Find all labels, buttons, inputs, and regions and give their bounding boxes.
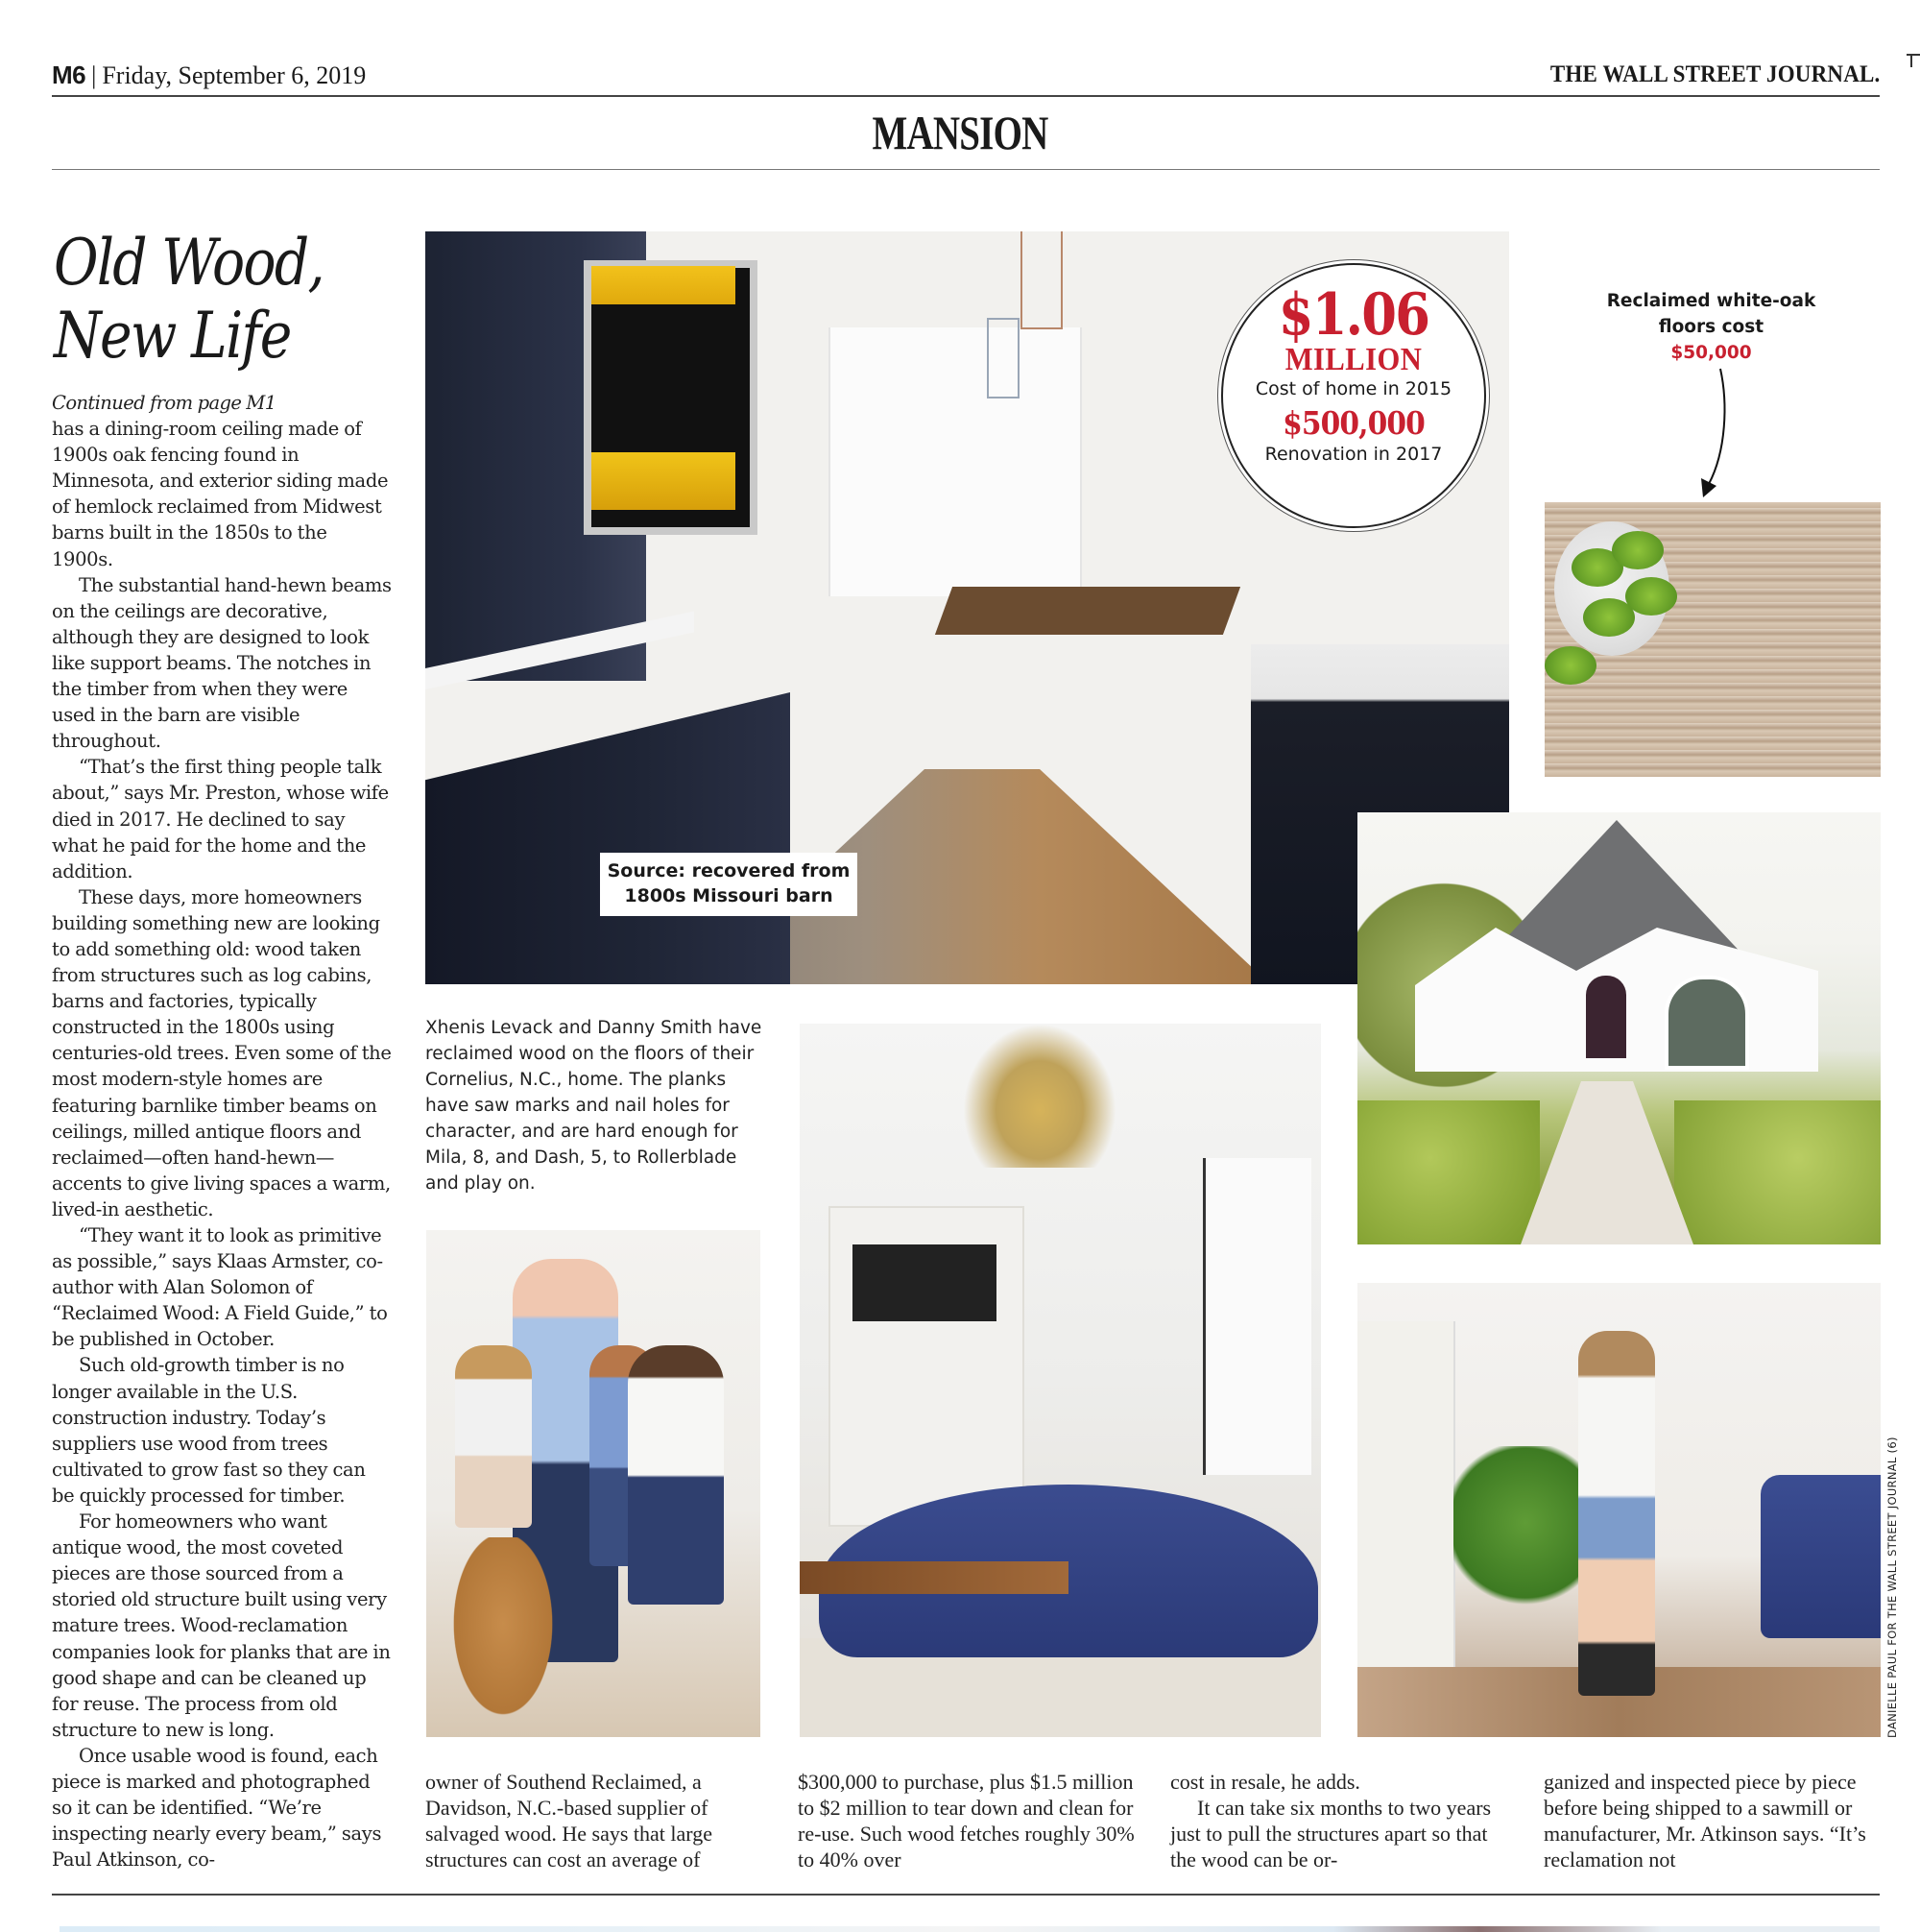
page-bottom-rule <box>52 1894 1880 1896</box>
next-section-strip <box>60 1926 1880 1932</box>
renovation-cost: $500,000 <box>1283 404 1425 442</box>
paragraph: These days, more homeowners building something new are looking to add something old: wood taken from structures such as log cabins, barns and factories, typically constructed in the 1800s using centuries-old trees. Even some of the most modern-style homes are featuring barnlike timber beams on ceilings, milled antique floors and reclaimed—often hand-hewn—accents to give living spaces a warm, lived-in aesthetic. <box>52 885 392 1220</box>
arched-window-shape <box>1665 976 1749 1070</box>
article-column-4 <box>1170 1769 1508 1872</box>
paragraph: owner of Southend Reclaimed, a Davidson, N.C.-based supplier of salvaged wood. He says that large structures can cost an average of <box>425 1770 712 1872</box>
hedge-shape <box>1674 1100 1881 1244</box>
article-column-1 <box>52 390 393 1872</box>
price-circle <box>1221 263 1486 528</box>
front-door-shape <box>1586 976 1626 1058</box>
section-title: MANSION <box>872 106 1048 159</box>
person-shape <box>628 1345 724 1605</box>
range-trim-shape <box>591 452 735 510</box>
paragraph: “They want it to look as primitive as possible,” says Klaas Armster, co-author with Alan Solomon of “Reclaimed Wood: A Field Guide,” to be published in October. <box>52 1224 388 1351</box>
window-shape <box>1203 1158 1311 1475</box>
floor-cost-callout <box>1574 288 1848 366</box>
paragraph: The substantial hand-hewn beams on the ceilings are decorative, although they are designed to look like support beams. The notches in the timber from when they were used in the barn are visible throughout. <box>52 573 392 753</box>
photo-rollerblading <box>1357 1283 1881 1737</box>
photo-family-portrait <box>426 1230 760 1737</box>
armchair-shape <box>1761 1475 1881 1638</box>
photo-house-exterior <box>1357 812 1881 1244</box>
masthead-rule <box>52 95 1880 97</box>
folio-line <box>52 60 366 91</box>
home-cost-unit: MILLION <box>1284 342 1423 377</box>
dog-shape <box>445 1537 561 1729</box>
arrow-down-icon <box>1690 365 1747 499</box>
pendant-lantern-shape <box>987 318 1020 398</box>
paragraph: ganized and inspected piece by piece before being shipped to a sawmill or manufacturer, Mr. Atkinson says. “It’s reclamation not <box>1544 1770 1866 1872</box>
dining-table-shape <box>935 587 1240 635</box>
paragraph: Such old-growth timber is no longer available in the U.S. construction industry. Today’s suppliers use wood from trees cultivated to grow fast so they can be quickly processed for timber. <box>52 1354 366 1507</box>
person-shape <box>1578 1331 1655 1696</box>
jump-line: Continued from page M1 <box>52 392 276 414</box>
paragraph: $300,000 to purchase, plus $1.5 million to $2 million to tear down and clean for re-use. Such wood fetches roughly 30% to 40% over <box>798 1770 1135 1872</box>
television-shape <box>852 1244 996 1321</box>
section-rule <box>52 169 1880 170</box>
paragraph: Once usable wood is found, each piece is marked and photographed so it can be identified. “We’re inspecting nearly every beam,” says Paul Atkinson, co- <box>52 1744 382 1872</box>
home-cost-label: Cost of home in 2015 <box>1255 378 1452 399</box>
paragraph: “That’s the first thing people talk about,” says Mr. Preston, whose wife died in 2017. He declined to say what he paid for the home and the addition. <box>52 756 389 882</box>
article-column-5 <box>1544 1769 1882 1872</box>
person-shape <box>455 1345 532 1528</box>
range-trim-shape <box>591 266 735 304</box>
hedge-shape <box>1357 1100 1540 1244</box>
paragraph: has a dining-room ceiling made of 1900s oak fencing found in Minnesota, and exterior siding made of hemlock reclaimed from Midwest barns built in the 1850s to the 1900s. <box>52 418 389 570</box>
headline-line-1: Old Wood, <box>54 226 324 300</box>
fireplace-shape <box>1357 1321 1455 1705</box>
issue-date: Friday, September 6, 2019 <box>102 61 367 89</box>
source-label-line-2: 1800s Missouri barn <box>624 885 833 906</box>
home-cost: $1.06 <box>1278 281 1429 349</box>
article-column-2 <box>425 1769 763 1872</box>
paragraph: cost in resale, he adds. <box>1170 1770 1360 1794</box>
photo-living-room <box>800 1024 1321 1737</box>
paragraph: For homeowners who want antique wood, the most coveted pieces are those sourced from a storied old structure built using very mature trees. Wood-reclamation companies look for planks that are in good shape and can be cleaned up for reuse. The process from old structure to new is long. <box>52 1510 391 1741</box>
source-label-line-1: Source: recovered from <box>607 860 851 881</box>
callout-price: $50,000 <box>1670 343 1752 363</box>
plant-shape <box>1453 1446 1597 1638</box>
callout-line-1: Reclaimed white-oak <box>1606 291 1816 311</box>
pendant-lantern-shape <box>1020 231 1063 329</box>
stone-path-shape <box>1521 1081 1693 1244</box>
leaf-shape <box>1612 531 1664 569</box>
photo-caption: Xhenis Levack and Danny Smith have reclaimed wood on the floors of their Cornelius, N.C., home. The planks have saw marks and nail holes for character, and are hard enough for Mila, 8, and Dash, 5, to Rollerblade and play on. <box>425 1018 762 1194</box>
folio-separator: | <box>91 61 97 89</box>
coffee-table-shape <box>800 1561 1068 1594</box>
publication-name: THE WALL STREET JOURNAL. <box>1549 61 1880 87</box>
paragraph: It can take six months to two years just to pull the structures apart so that the wood can be or- <box>1170 1796 1492 1872</box>
photo-white-oak-floor <box>1545 502 1881 777</box>
article-headline <box>54 227 326 373</box>
leaf-shape <box>1545 646 1596 685</box>
source-label <box>600 853 857 916</box>
leaf-shape <box>1583 598 1635 637</box>
photo-window-shape <box>828 327 1082 596</box>
chandelier-shape <box>963 1024 1116 1168</box>
page-number: M6 <box>52 60 86 89</box>
callout-line-2: floors cost <box>1658 317 1764 337</box>
crop-mark-icon <box>1907 54 1920 69</box>
article-column-3 <box>798 1769 1136 1872</box>
photo-credit: DANIELLE PAUL FOR THE WALL STREET JOURNAL (6) <box>1885 1437 1899 1738</box>
headline-line-2: New Life <box>54 299 291 373</box>
renovation-label: Renovation in 2017 <box>1264 444 1443 465</box>
lower-cabinet-shape <box>425 692 790 984</box>
